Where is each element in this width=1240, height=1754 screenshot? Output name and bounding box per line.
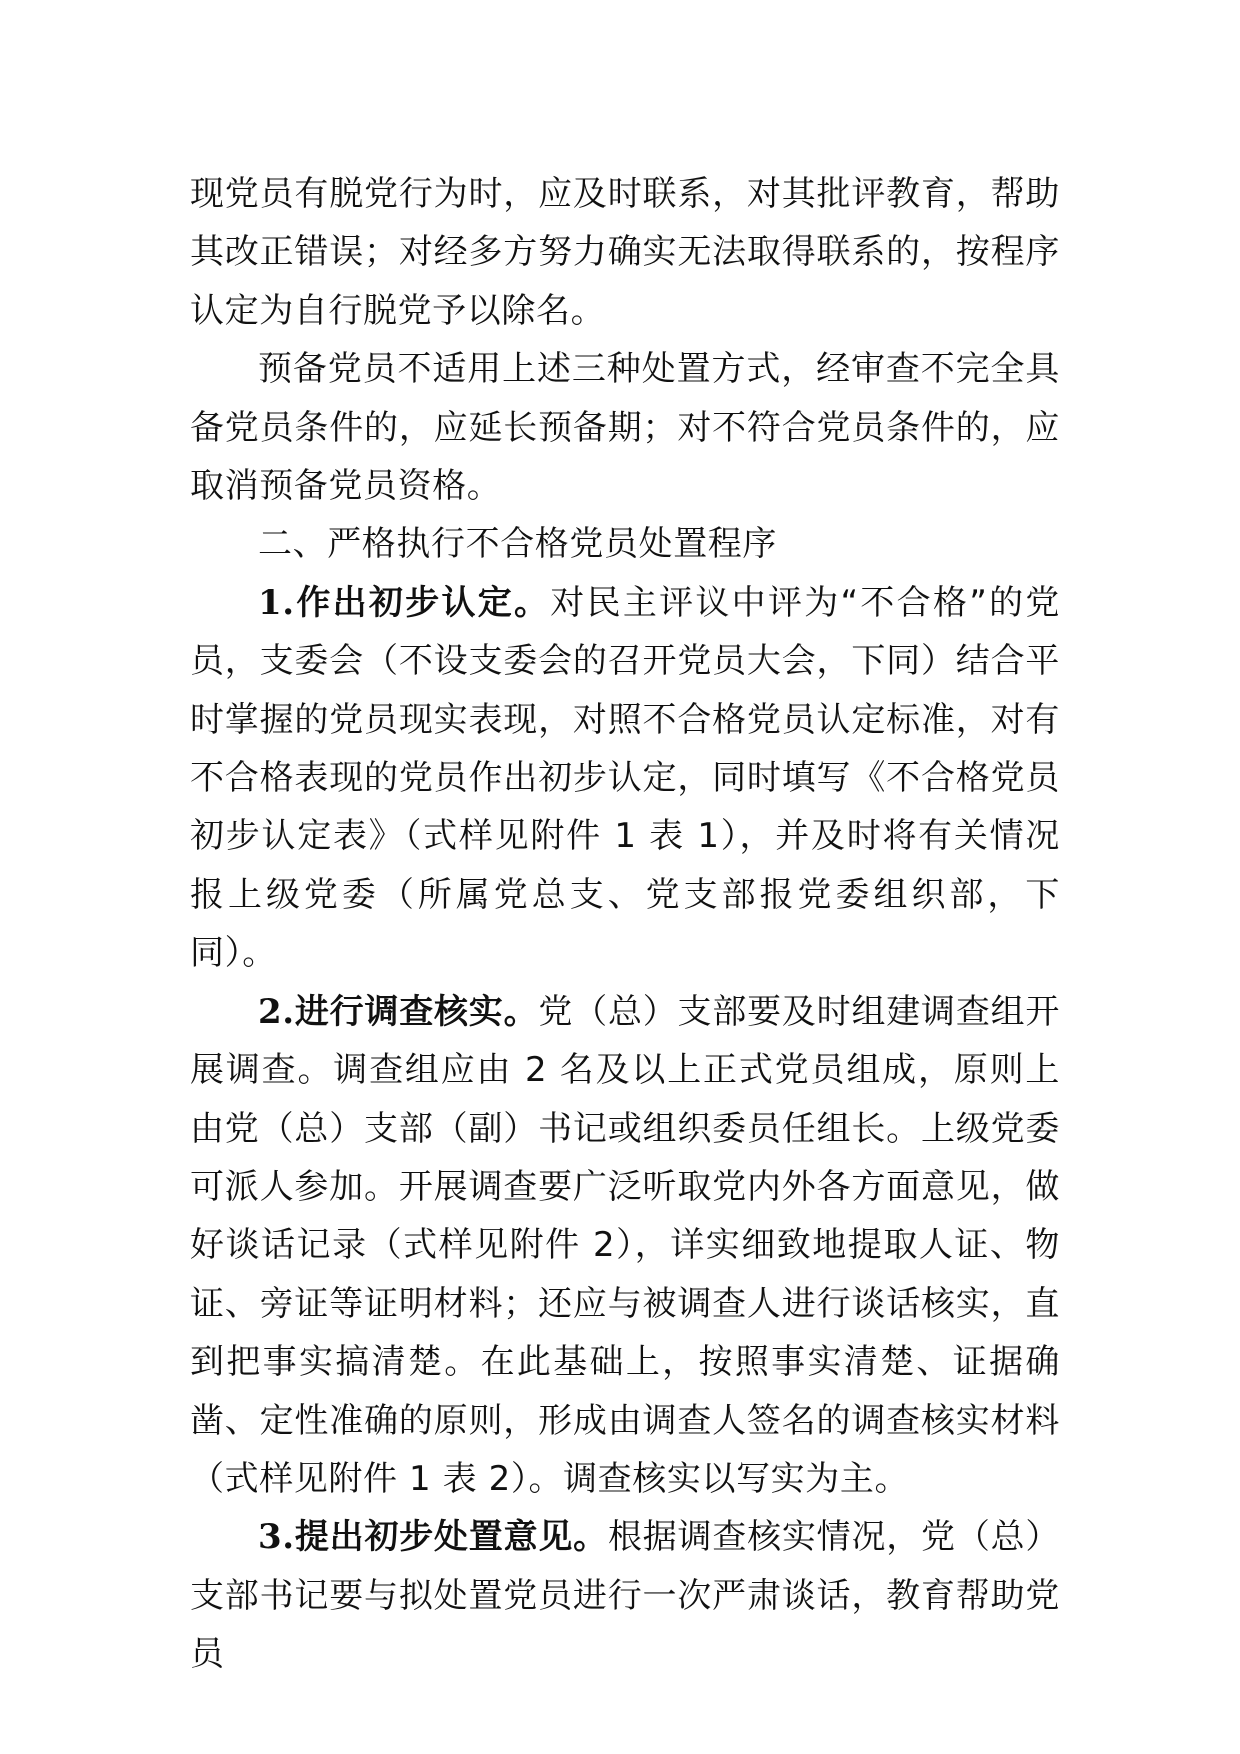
step-1-heading: 1.作出初步认定。 [258,582,551,623]
paragraph-continuation: 现党员有脱党行为时，应及时联系，对其批评教育，帮助其改正错误；对经多方努力确实无法取得联系的，按程序认定为自行脱党予以除名。 [190,174,1060,331]
document-page [190,165,1060,1684]
step-2-heading: 2.进行调查核实。 [258,991,539,1032]
step-1-body: 对民主评议中评为“不合格”的党员，支委会（不设支委会的召开党员大会，下同）结合平时掌握的党员现实表现，对照不合格党员认定标准，对有不合格表现的党员作出初步认定，同时填写《不合格党员初步认定表》（式样见附件 1 表 1），并及时将有关情况报上级党委（所属党总支、党支部报党委组织部，下同）。 [190,582,1060,974]
step-3-body: 根据调查核实情况，党（总）支部书记要与拟处置党员进行一次严肃谈话，教育帮助党员 [190,1517,1061,1675]
paragraph-step-1 [190,574,1060,983]
paragraph-step-3 [190,1508,1060,1683]
step-2-body: 党（总）支部要及时组建调查组开展调查。调查组应由 2 名及以上正式党员组成，原则上由党（总）支部（副）书记或组织委员任组长。上级党委可派人参加。开展调查要广泛听取党内外各方面意见，做好谈话记录（式样见附件 2），详实细致地提取人证、物证、旁证等证明材料；还应与被调查人进行谈话核实，直到把事实搞清楚。在此基础上，按照事实清楚、证据确凿、定性准确的原则，形成由调查人签名的调查核实材料（式样见附件 1 表 2）。调查核实以写实为主。 [190,991,1060,1499]
paragraph-probationary-members: 预备党员不适用上述三种处置方式，经审查不完全具备党员条件的，应延长预备期；对不符合党员条件的，应取消预备党员资格。 [190,349,1060,507]
section-heading: 二、严格执行不合格党员处置程序 [258,524,777,565]
step-3-heading: 3.提出初步处置意见。 [258,1517,608,1558]
paragraph-step-2 [190,983,1060,1509]
